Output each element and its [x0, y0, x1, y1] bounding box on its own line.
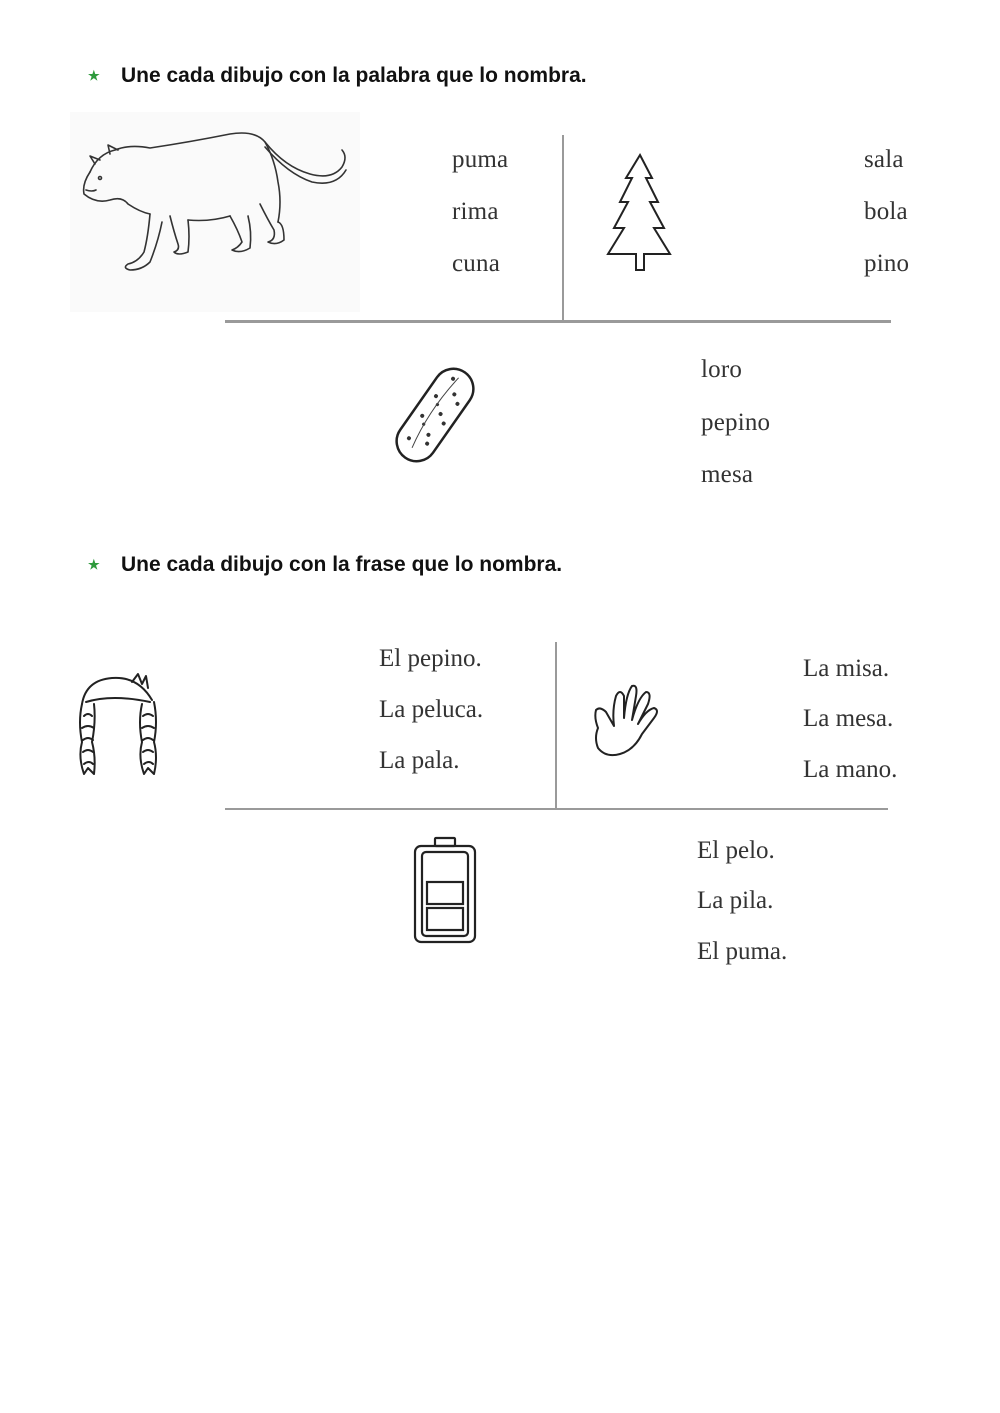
section1-heading-text: Une cada dibujo con la palabra que lo nombra. [121, 64, 587, 87]
word-option: mesa [701, 461, 754, 488]
phrase-option: La mesa. [803, 705, 894, 732]
horizontal-divider [225, 320, 891, 323]
word-option: puma [452, 146, 509, 173]
wig-braids-drawing [72, 672, 167, 782]
hand-drawing [590, 680, 670, 765]
star-bullet-icon: ★ [88, 557, 100, 572]
cucumber-drawing [375, 355, 495, 475]
word-option: pino [864, 250, 910, 277]
word-option: pepino [701, 409, 771, 436]
word-option: rima [452, 198, 499, 225]
battery-drawing [410, 836, 480, 946]
word-option: loro [701, 356, 743, 383]
horizontal-divider [225, 808, 888, 810]
phrase-option: La pala. [379, 747, 460, 774]
phrase-option: La peluca. [379, 696, 484, 723]
section1-heading [88, 64, 587, 88]
vertical-divider [562, 135, 564, 320]
puma-drawing [70, 112, 360, 312]
word-option: cuna [452, 250, 500, 277]
phrase-option: El pepino. [379, 645, 482, 672]
vertical-divider [555, 642, 557, 808]
phrase-option: El pelo. [697, 837, 775, 864]
section2-heading [88, 553, 562, 577]
word-option: sala [864, 146, 904, 173]
phrase-option: La pila. [697, 887, 774, 914]
tree-drawing [600, 150, 680, 280]
phrase-option: La misa. [803, 655, 890, 682]
word-option: bola [864, 198, 908, 225]
phrase-option: El puma. [697, 938, 788, 965]
star-bullet-icon: ★ [88, 68, 100, 83]
section2-heading-text: Une cada dibujo con la frase que lo nombra. [121, 553, 563, 576]
phrase-option: La mano. [803, 756, 898, 783]
